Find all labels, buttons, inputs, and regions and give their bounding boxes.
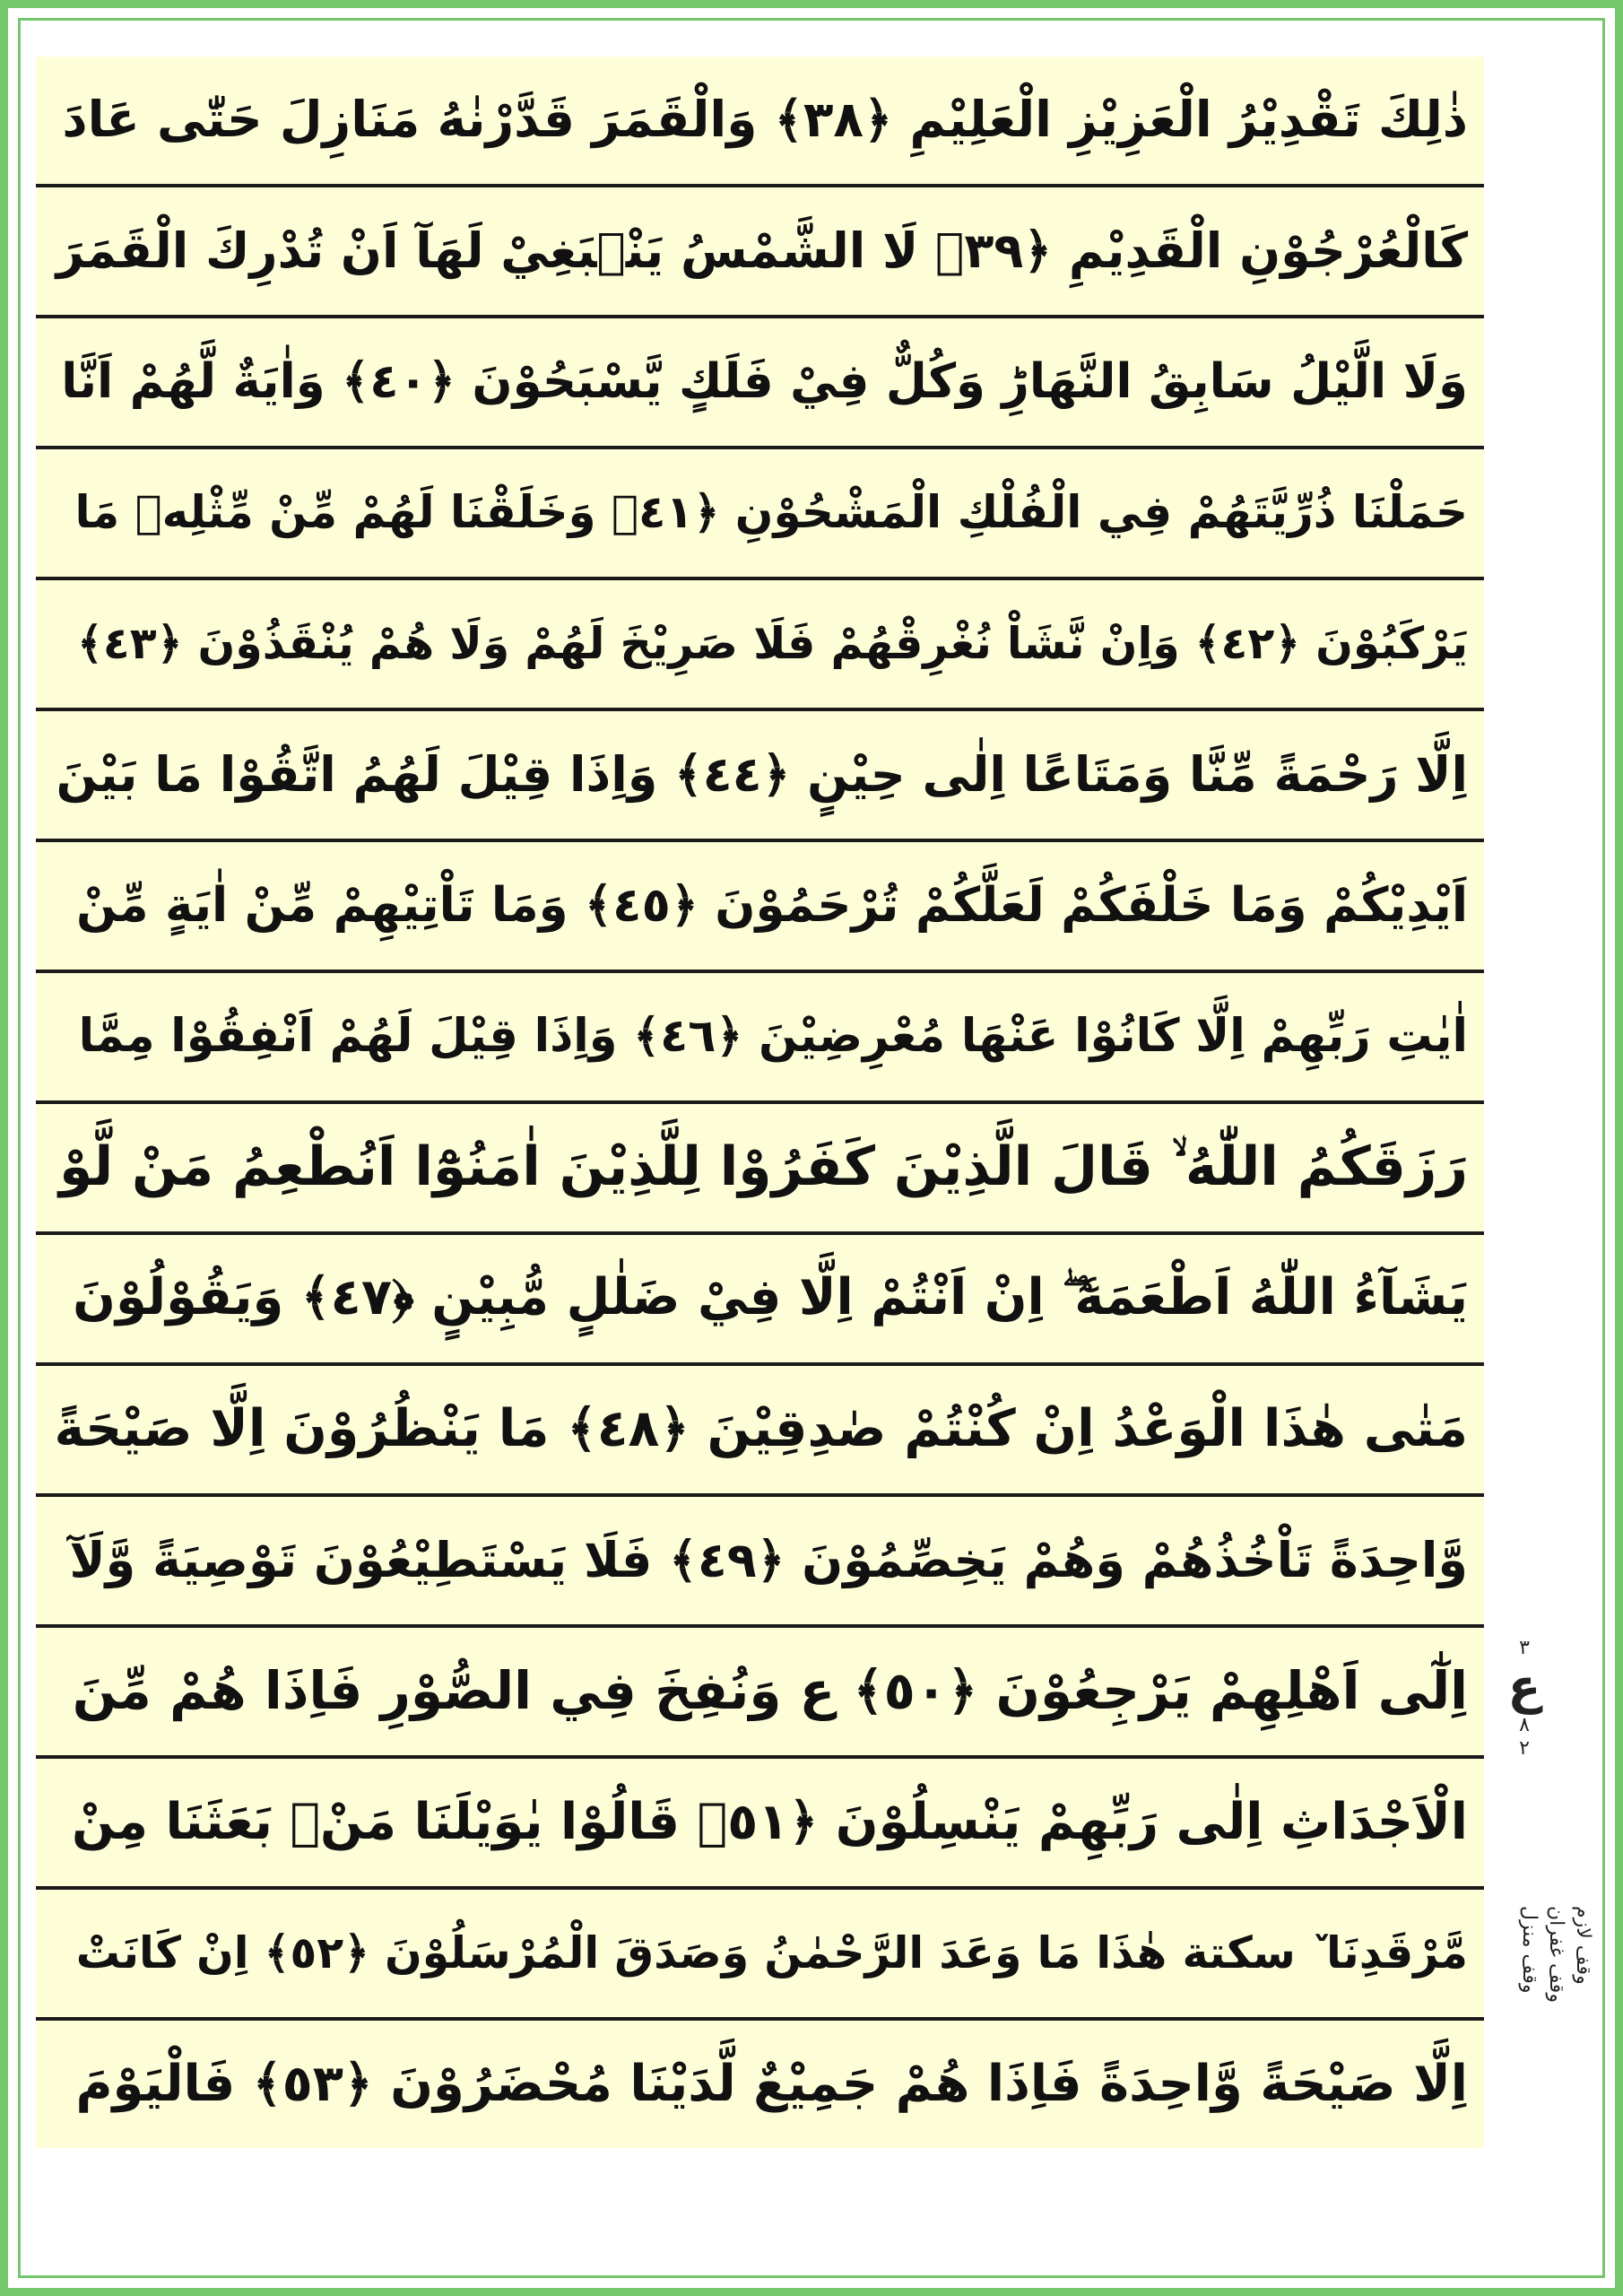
text-line-2: كَالْعُرْجُوْنِ الْقَدِيْمِ ﴿٣٩﴾ لَا الشَّمْسُ يَنْۢبَغِيْ لَهَآ اَنْ تُدْرِكَ الْقَمَرَ [56, 222, 1468, 279]
text-line-8: اٰيٰتِ رَبِّهِمْ اِلَّا كَانُوْا عَنْهَا مُعْرِضِيْنَ ﴿٤٦﴾ وَاِذَا قِيْلَ لَهُمْ اَنْفِقُوْا مِمَّا [78, 1010, 1468, 1063]
text-line-7: اَيْدِيْكُمْ وَمَا خَلْفَكُمْ لَعَلَّكُمْ تُرْحَمُوْنَ ﴿٤٥﴾ وَمَا تَاْتِيْهِمْ مِّنْ اٰيَةٍ مِّنْ [76, 877, 1468, 933]
text-line-3: وَلَا الَّيْلُ سَابِقُ النَّهَارِؕ وَكُلٌّ فِيْ فَلَكٍ يَّسْبَحُوْنَ ﴿٤٠﴾ وَاٰيَةٌ لَّهُمْ اَنَّا [61, 353, 1468, 409]
text-line-1: ذٰلِكَ تَقْدِيْرُ الْعَزِيْزِ الْعَلِيْمِ ﴿٣٨﴾ وَالْقَمَرَ قَدَّرْنٰهُ مَنَازِلَ حَتّٰى عَادَ [62, 91, 1468, 148]
text-line-16: اِلَّا صَيْحَةً وَّاحِدَةً فَاِذَا هُمْ جَمِيْعٌ لَّدَيْنَا مُحْضَرُوْنَ ﴿٥٣﴾ فَالْيَوْمَ [75, 2054, 1468, 2113]
text-line-13: اِلٰٓى اَهْلِهِمْ يَرْجِعُوْنَ ﴿٥٠﴾ ع وَنُفِخَ فِي الصُّوْرِ فَاِذَا هُمْ مِّنَ [72, 1660, 1468, 1721]
ruku-sign: ع [1507, 1658, 1541, 1715]
text-line-6: اِلَّا رَحْمَةً مِّنَّا وَمَتَاعًا اِلٰى حِيْنٍ ﴿٤٤﴾ وَاِذَا قِيْلَ لَهُمُ اتَّقُوْا مَا بَيْنَ [56, 745, 1468, 803]
ruku-bottom-number: ٢ [1519, 1737, 1530, 1760]
waqf-note-1: وقف لازم [1572, 1906, 1594, 1985]
text-panel [36, 57, 1484, 2148]
text-line-10: يَشَآءُ اللّٰهُ اَطْعَمَهٗٓ ۖ اِنْ اَنْتُمْ اِلَّا فِيْ ضَلٰلٍ مُّبِيْنٍ ﴿٤٧﴾ وَيَقُوْلُوْنَ [73, 1268, 1468, 1326]
text-line-11: مَتٰى هٰذَا الْوَعْدُ اِنْ كُنْتُمْ صٰدِقِيْنَ ﴿٤٨﴾ مَا يَنْظُرُوْنَ اِلَّا صَيْحَةً [54, 1399, 1468, 1458]
text-line-5: يَرْكَبُوْنَ ﴿٤٢﴾ وَاِنْ نَّشَاْ نُغْرِقْهُمْ فَلَا صَرِيْخَ لَهُمْ وَلَا هُمْ يُنْقَذُوْنَ ﴿٤٣﴾ [77, 617, 1468, 669]
ruku-number: ٨ [1519, 1714, 1530, 1736]
text-line-14: الْاَجْدَاثِ اِلٰى رَبِّهِمْ يَنْسِلُوْنَ ﴿٥١﴾ قَالُوْا يٰوَيْلَنَا مَنْۢ بَعَثَنَا مِنْ [71, 1792, 1468, 1851]
waqf-note-2: وقف غفران [1545, 1906, 1567, 2003]
text-line-9: رَزَقَكُمُ اللّٰهُ ۙ قَالَ الَّذِيْنَ كَفَرُوْا لِلَّذِيْنَ اٰمَنُوْٓا اَنُطْعِمُ مَنْ لَّوْ [58, 1135, 1468, 1198]
text-line-4: حَمَلْنَا ذُرِّيَّتَهُمْ فِي الْفُلْكِ الْمَشْحُوْنِ ﴿٤١﴾ وَخَلَقْنَا لَهُمْ مِّنْ مِّثْلِهٖ مَا [74, 486, 1468, 538]
text-line-12: وَّاحِدَةً تَاْخُذُهُمْ وَهُمْ يَخِصِّمُوْنَ ﴿٤٩﴾ فَلَا يَسْتَطِيْعُوْنَ تَوْصِيَةً وَّلَآ [69, 1531, 1468, 1588]
text-line-15: مَّرْقَدِنَا ٚ سكتة هٰذَا مَا وَعَدَ الرَّحْمٰنُ وَصَدَقَ الْمُرْسَلُوْنَ ﴿٥٢﴾ اِنْ كَانَتْ [75, 1926, 1468, 1979]
ruku-marker [1493, 1637, 1556, 1771]
ruku-top-number: ٣ [1519, 1637, 1530, 1659]
waqf-note-3: وقف منزل [1518, 1906, 1541, 1994]
waqf-notes [1488, 1906, 1614, 2085]
